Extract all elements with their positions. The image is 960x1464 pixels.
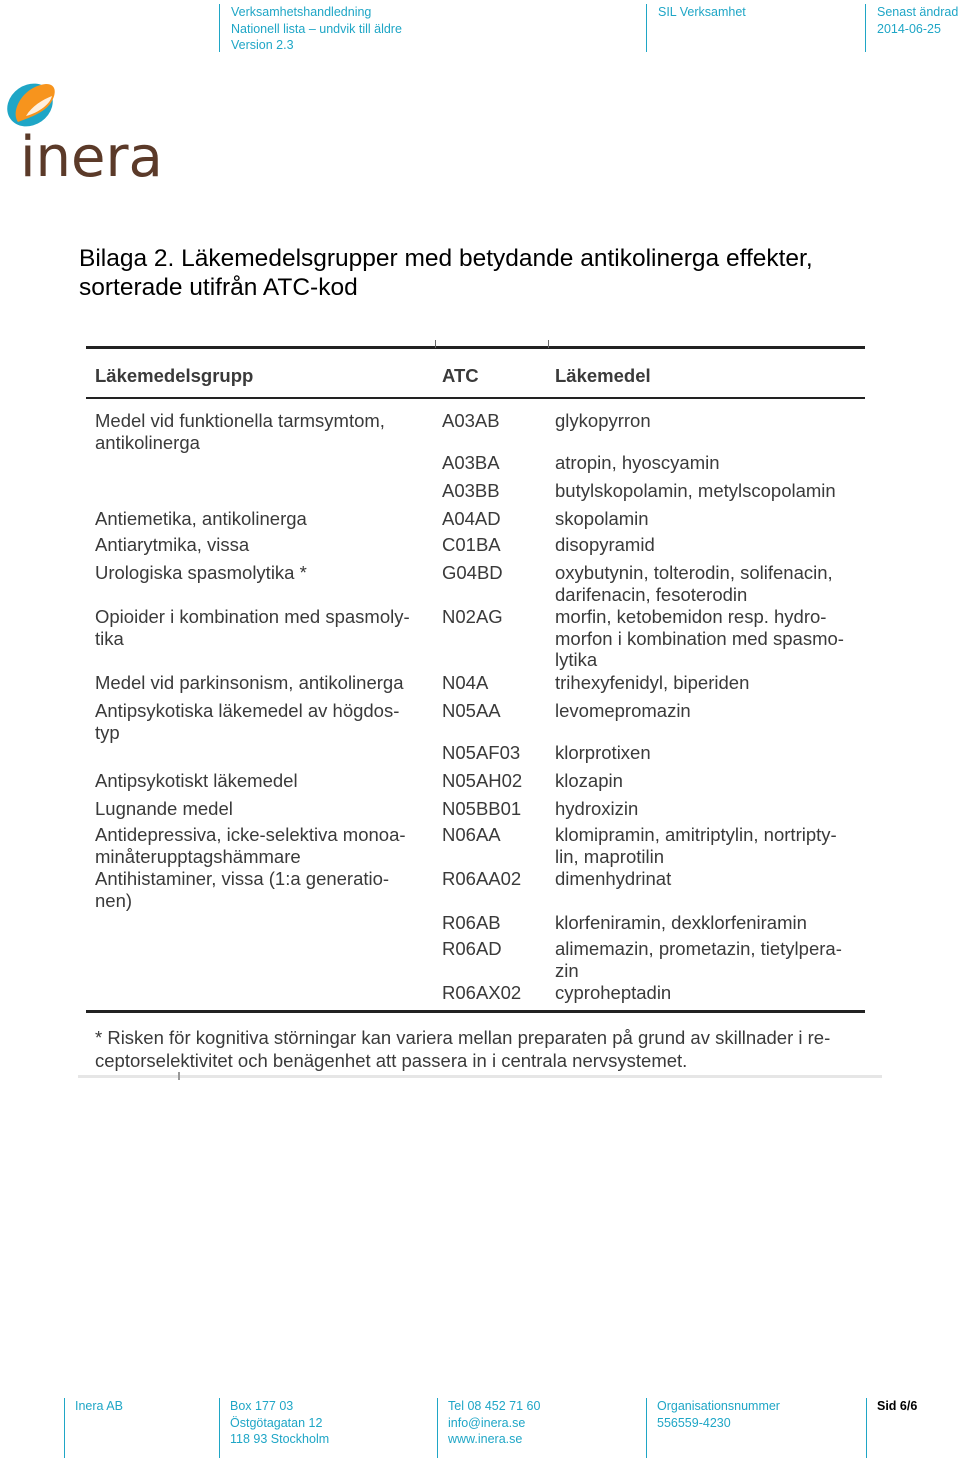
drug-cell: darifenacin, fesoterodin [555,583,748,605]
atc-cell: G04BD [442,562,503,583]
header-last-changed-label: Senast ändrad [877,5,959,19]
footer-org-value: 556559-4230 [657,1415,731,1430]
page-title-line2: sorterade utifrån ATC-kod [79,274,358,301]
group-cell: Medel vid parkinsonism, antikolinerga [95,672,404,693]
drug-cell: glykopyrron [555,410,651,431]
atc-cell: N05AF03 [442,742,521,763]
scan-edge [78,1075,882,1078]
header-last-changed [865,4,958,52]
atc-cell: N05AA [442,700,501,721]
column-tick [548,340,549,348]
page-number: Sid 6/6 [877,1399,918,1413]
atc-cell: A04AD [442,508,501,529]
drug-cell: zin [555,959,579,981]
scan-mark [178,1072,180,1080]
table-bottom-rule [86,1010,865,1013]
footer-street: Östgötagatan 12 [230,1415,323,1430]
drug-cell: levomepromazin [555,700,691,721]
group-cell: Antiarytmika, vissa [95,534,250,555]
atc-table [86,346,865,1071]
header-doc-name: Nationell lista – undvik till äldre [231,21,402,36]
table-footnote [95,1026,865,1072]
footer-org-label: Organisationsnummer [657,1399,780,1413]
atc-cell: N05BB01 [442,798,522,819]
atc-cell: N04A [442,672,489,693]
page-title [79,244,813,302]
header-department-label: SIL Verksamhet [658,5,746,19]
drug-cell: cyproheptadin [555,982,672,1003]
drug-cell: klomipramin, amitriptylin, nortripty- [555,824,837,845]
group-cell: Antidepressiva, icke-selektiva monoa- [95,824,406,845]
group-cell: minåterupptagshämmare [95,845,301,867]
atc-cell: R06AA02 [442,868,522,889]
group-cell: Medel vid funktionella tarmsymtom, [95,410,385,431]
drug-cell: alimemazin, prometazin, tietylpera- [555,938,842,959]
drug-cell: klorprotixen [555,742,651,763]
footer-phone: Tel 08 452 71 60 [448,1399,541,1413]
logo-wordmark: inera [20,125,163,182]
atc-cell: R06AX02 [442,982,522,1003]
footnote-line2: ceptorselektivitet och benägenhet att passera in i centrala nervsystemet. [95,1050,688,1071]
drug-cell: hydroxizin [555,798,639,819]
footer-page [866,1398,957,1458]
drug-cell: oxybutynin, tolterodin, solifenacin, [555,562,833,583]
footer-contact [437,1398,540,1458]
drug-cell: dimenhydrinat [555,868,672,889]
drug-cell: lin, maprotilin [555,845,664,867]
drug-cell: butylskopolamin, metylscopolamin [555,480,836,501]
drug-cell: klorfeniramin, dexklorfeniramin [555,912,807,933]
group-cell: Urologiska spasmolytika * [95,562,307,583]
group-cell: Opioider i kombination med spasmoly- [95,606,410,627]
drug-cell: skopolamin [555,508,649,529]
group-cell: Antiemetika, antikolinerga [95,508,307,529]
drug-cell: disopyramid [555,534,655,555]
header-doc-type: Verksamhetshandledning [231,5,372,19]
drug-cell: lytika [555,649,598,670]
footer-email-link[interactable]: info@inera.se [448,1415,526,1430]
group-cell: typ [95,721,120,743]
footer-website-link[interactable]: www.inera.se [448,1432,523,1446]
atc-cell: A03BB [442,480,500,501]
header-group: Läkemedelsgrupp [95,365,254,386]
atc-cell: A03AB [442,410,500,431]
table-header-row [86,349,865,399]
footnote-line1: * Risken för kognitiva störningar kan variera mellan preparaten på grund av skillnader i re- [95,1027,831,1048]
drug-cell: klozapin [555,770,623,791]
atc-cell: N05AH02 [442,770,523,791]
drug-cell: atropin, hyoscyamin [555,452,720,473]
atc-cell: R06AD [442,938,502,959]
footer-box: Box 177 03 [230,1399,294,1413]
column-tick [435,340,436,348]
group-cell: Antipsykotiskt läkemedel [95,770,298,791]
inera-logo-mark [6,82,166,182]
atc-cell: C01BA [442,534,501,555]
atc-cell: N06AA [442,824,501,845]
inera-logo [6,82,166,182]
group-cell: Antipsykotiska läkemedel av högdos- [95,700,400,721]
header-document-info [219,4,402,52]
atc-cell: N02AG [442,606,503,627]
group-cell: nen) [95,889,133,911]
footer-address [219,1398,329,1458]
footer-company-name: Inera AB [75,1399,123,1413]
group-cell: tika [95,627,124,649]
header-atc: ATC [442,365,479,386]
header-department [646,4,746,52]
header-doc-version: Version 2.3 [231,38,294,52]
drug-cell: morfin, ketobemidon resp. hydro- [555,606,827,627]
header-drug: Läkemedel [555,365,651,386]
drug-cell: trihexyfenidyl, biperiden [555,672,750,693]
page-title-line1: Bilaga 2. Läkemedelsgrupper med betydande antikolinerga effekter, [79,245,813,272]
footer-org-number [646,1398,780,1458]
group-cell: antikolinerga [95,431,200,453]
group-cell: Antihistaminer, vissa (1:a generatio- [95,868,390,889]
header-last-changed-date: 2014-06-25 [877,21,941,36]
footer-company [64,1398,123,1458]
drug-cell: morfon i kombination med spasmo- [555,627,844,649]
footer-city: 118 93 Stockholm [230,1432,330,1446]
atc-cell: A03BA [442,452,500,473]
atc-cell: R06AB [442,912,501,933]
group-cell: Lugnande medel [95,798,233,819]
